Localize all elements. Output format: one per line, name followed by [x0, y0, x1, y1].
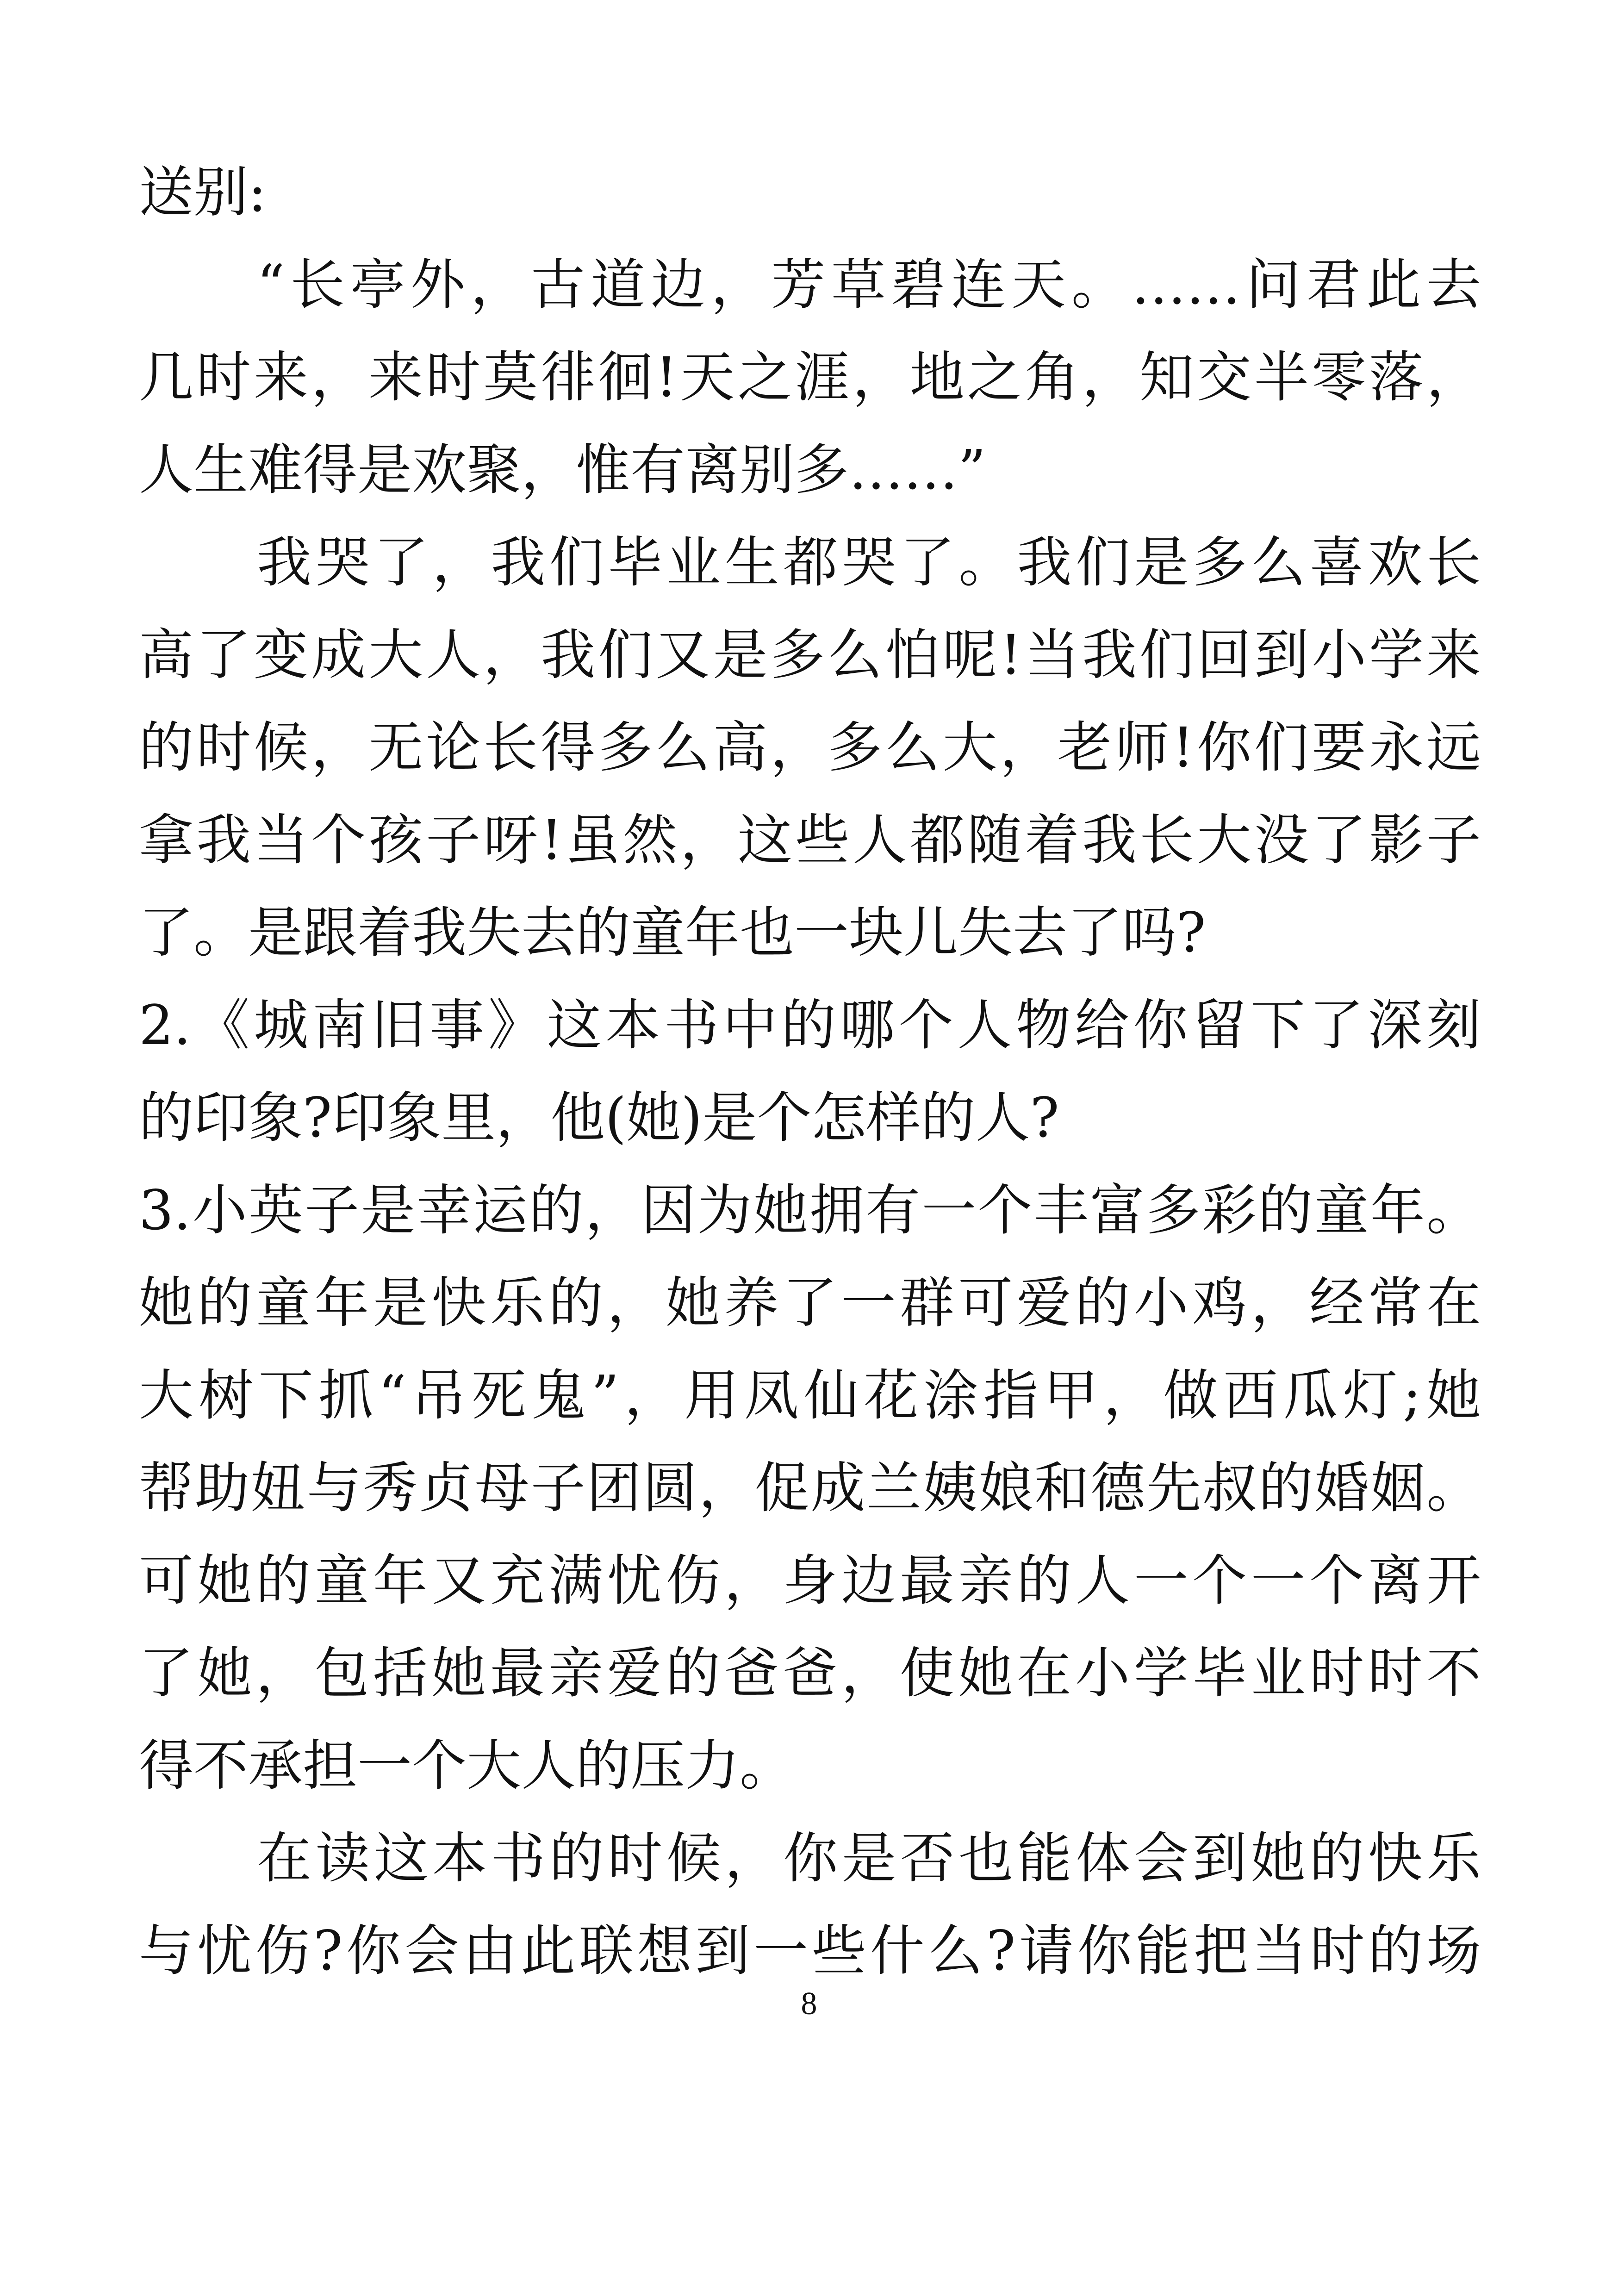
text-line: 她的童年是快乐的，她养了一群可爱的小鸡，经常在	[139, 1271, 1481, 1335]
text-line: 我哭了，我们毕业生都哭了。我们是多么喜欢长	[257, 530, 1481, 594]
text-line: 得不承担一个大人的压力。	[139, 1734, 795, 1798]
text-line: 高了变成大人，我们又是多么怕呢!当我们回到小学来	[139, 623, 1481, 687]
text-line: 了她，包括她最亲爱的爸爸，使她在小学毕业时时不	[139, 1641, 1481, 1705]
text-line: 送别:	[139, 160, 267, 224]
text-line: 2.《城南旧事》这本书中的哪个人物给你留下了深刻	[139, 993, 1481, 1057]
text-line: 了。是跟着我失去的童年也一块儿失去了吗?	[139, 901, 1206, 964]
text-line: 的印象?印象里，他(她)是个怎样的人?	[139, 1086, 1059, 1150]
text-line: 几时来，来时莫徘徊!天之涯，地之角，知交半零落，	[139, 345, 1481, 409]
text-line: 大树下抓“吊死鬼”，用凤仙花涂指甲，做西瓜灯;她	[139, 1363, 1481, 1427]
text-line: 在读这本书的时候，你是否也能体会到她的快乐	[257, 1826, 1481, 1890]
text-line: 3.小英子是幸运的，因为她拥有一个丰富多彩的童年。	[139, 1178, 1481, 1242]
text-line: 人生难得是欢聚，惟有离别多……”	[139, 438, 986, 502]
text-line: 可她的童年又充满忧伤，身边最亲的人一个一个离开	[139, 1549, 1481, 1612]
text-line: 的时候，无论长得多么高，多么大，老师!你们要永远	[139, 716, 1481, 779]
text-line: 拿我当个孩子呀!虽然，这些人都随着我长大没了影子	[139, 808, 1481, 872]
text-line: 与忧伤?你会由此联想到一些什么?请你能把当时的场	[139, 1919, 1481, 1983]
text-line: “长亭外，古道边，芳草碧连天。……问君此去	[257, 253, 1481, 317]
page-number: 8	[801, 1986, 817, 2022]
text-line: 帮助妞与秀贞母子团圆，促成兰姨娘和德先叔的婚姻。	[139, 1456, 1481, 1520]
